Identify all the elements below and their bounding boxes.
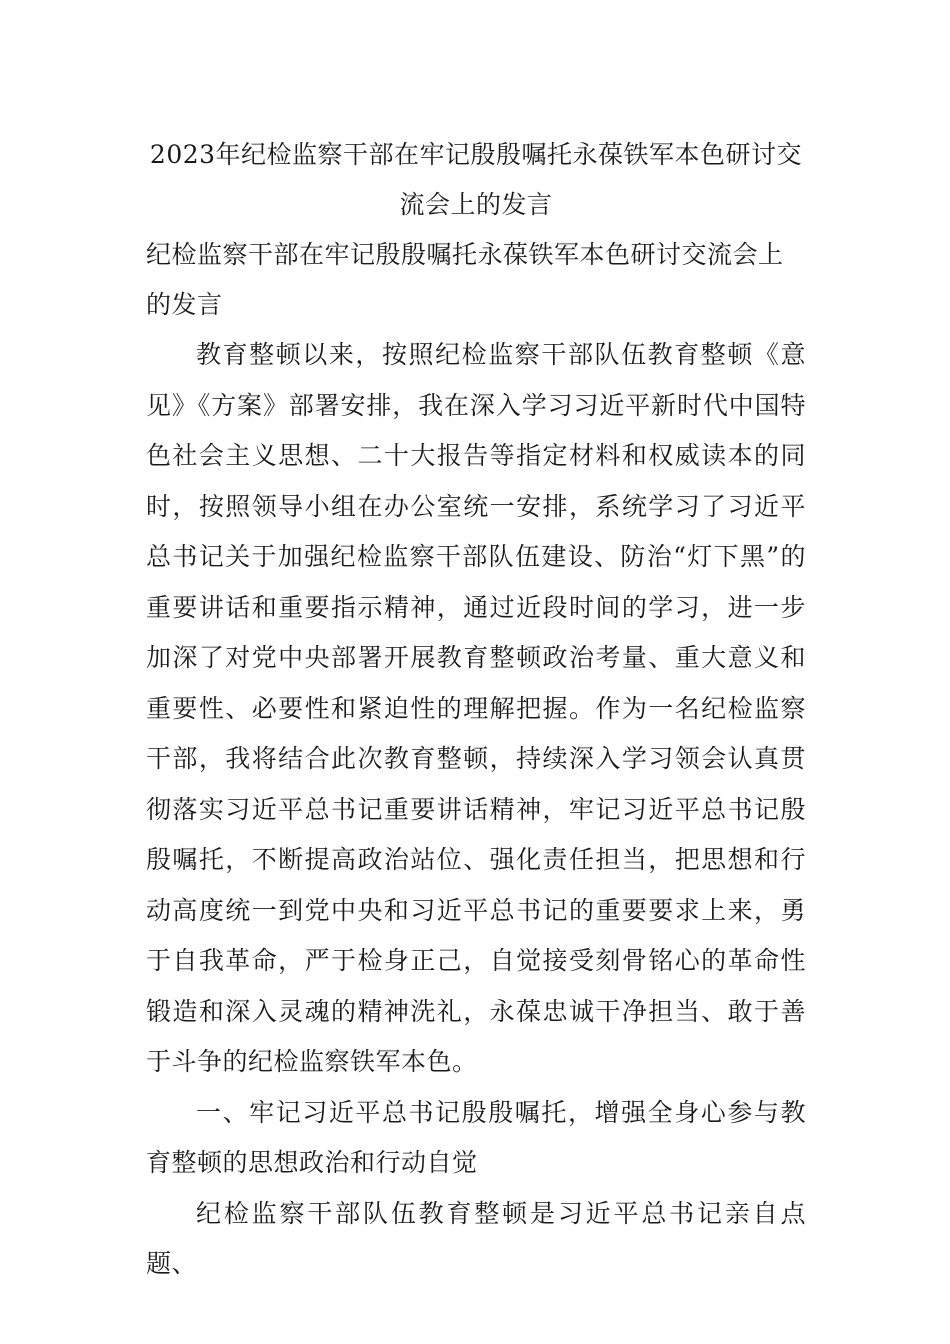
paragraph-section-1: 纪检监察干部队伍教育整顿是习近平总书记亲自点题、 <box>146 1198 806 1278</box>
document-body <box>146 130 806 1290</box>
paragraph-intro: 教育整顿以来，按照纪检监察干部队伍教育整顿《意见》《方案》部署安排，我在深入学习习近平新时代中国特色社会主义思想、二十大报告等指定材料和权威读本的同时，按照领导小组在办公室统一安排，系统学习了习近平总书记关于加强纪检监察干部队伍建设、防治“灯下黑”的重要讲话和重要指示精神，通过近段时间的学习，进一步加深了对党中央部署开展教育整顿政治考量、重大意义和重要性、必要性和紧迫性的理解把握。作为一名纪检监察干部，我将结合此次教育整顿，持续深入学习领会认真贯彻落实习近平总书记重要讲话精神，牢记习近平总书记殷殷嘱托，不断提高政治站位、强化责任担当，把思想和行动高度统一到党中央和习近平总书记的重要要求上来，勇于自我革命，严于检身正己，自觉接受刻骨铭心的革命性锻造和深入灵魂的精神洗礼，永葆忠诚干净担当、敢于善于斗争的纪检监察铁军本色。 <box>146 340 806 1076</box>
document-subtitle: 纪检监察干部在牢记殷殷嘱托永葆铁军本色研讨交流会上的发言 <box>146 240 784 319</box>
document-title: 2023年纪检监察干部在牢记殷殷嘱托永葆铁军本色研讨交流会上的发言 <box>149 140 803 219</box>
section-heading-1: 一、牢记习近平总书记殷殷嘱托，增强全身心参与教育整顿的思想政治和行动自觉 <box>146 1097 806 1177</box>
